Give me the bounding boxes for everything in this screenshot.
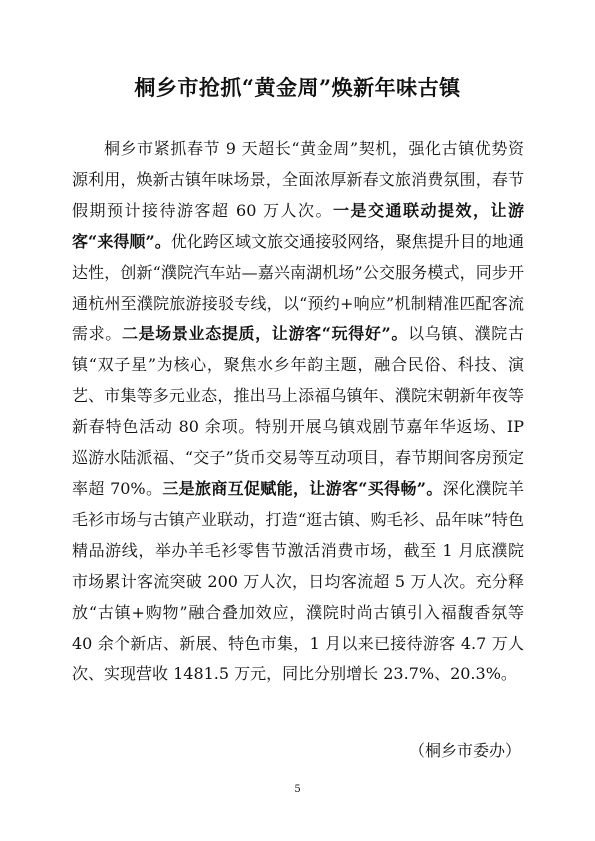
- point-two-text: 以乌镇、濮院古镇“双子星”为核心，聚焦水乡年韵主题，融合民俗、科技、演艺、市集等多元业态，推出马上添福乌镇年、濮院宋朝新年夜等新春特色活动 80 余项。特别开展乌镇戏剧节嘉年华返场、IP 巡游水陆派福、“交子”货币交易等互动项目，春节期间客房预定率超 70%。: [72, 324, 524, 498]
- point-one-heading: 一是交通联动提效，让游客“来得顺”。: [72, 200, 524, 251]
- body-paragraph: [72, 134, 524, 690]
- point-two-heading: 二是场景业态提质，让游客“玩得好”。: [121, 324, 409, 344]
- page-number: 5: [294, 784, 301, 795]
- document-title: 桐乡市抢抓“黄金周”焕新年味古镇: [134, 75, 461, 100]
- intro-text: 桐乡市紧抓春节 9 天超长“黄金周”契机，强化古镇优势资源利用，焕新古镇年味场景，全面浓厚新春文旅消费氛围，春节假期预计接待游客超 60 万人次。: [72, 139, 524, 220]
- point-three-heading: 三是旅商互促赋能，让游客“买得畅”。: [162, 478, 443, 498]
- point-one-text: 优化跨区域文旅交通接驳网络，聚焦提升目的地通达性，创新“濮院汽车站—嘉兴南湖机场”公交服务模式，同步开通杭州至濮院旅游接驳专线，以“预约+响应”机制精准匹配客流需求。: [72, 231, 524, 344]
- point-three-text: 深化濮院羊毛衫市场与古镇产业联动，打造“逛古镇、购毛衫、品年味”特色精品游线，举办羊毛衫零售节激活消费市场，截至 1 月底濮院市场累计客流突破 200 万人次，日均客流超 5 万人次。充分释放“古镇+购物”融合叠加效应，濮院时尚古镇引入福馥香氛等 40 余个新店、新展、特色市集，1 月以来已接待游客 4.7 万人次、实现营收 1481.5 万元，同比分别增长 23.7%、20.3%。: [72, 478, 524, 684]
- source-attribution: （桐乡市委办）: [408, 741, 521, 760]
